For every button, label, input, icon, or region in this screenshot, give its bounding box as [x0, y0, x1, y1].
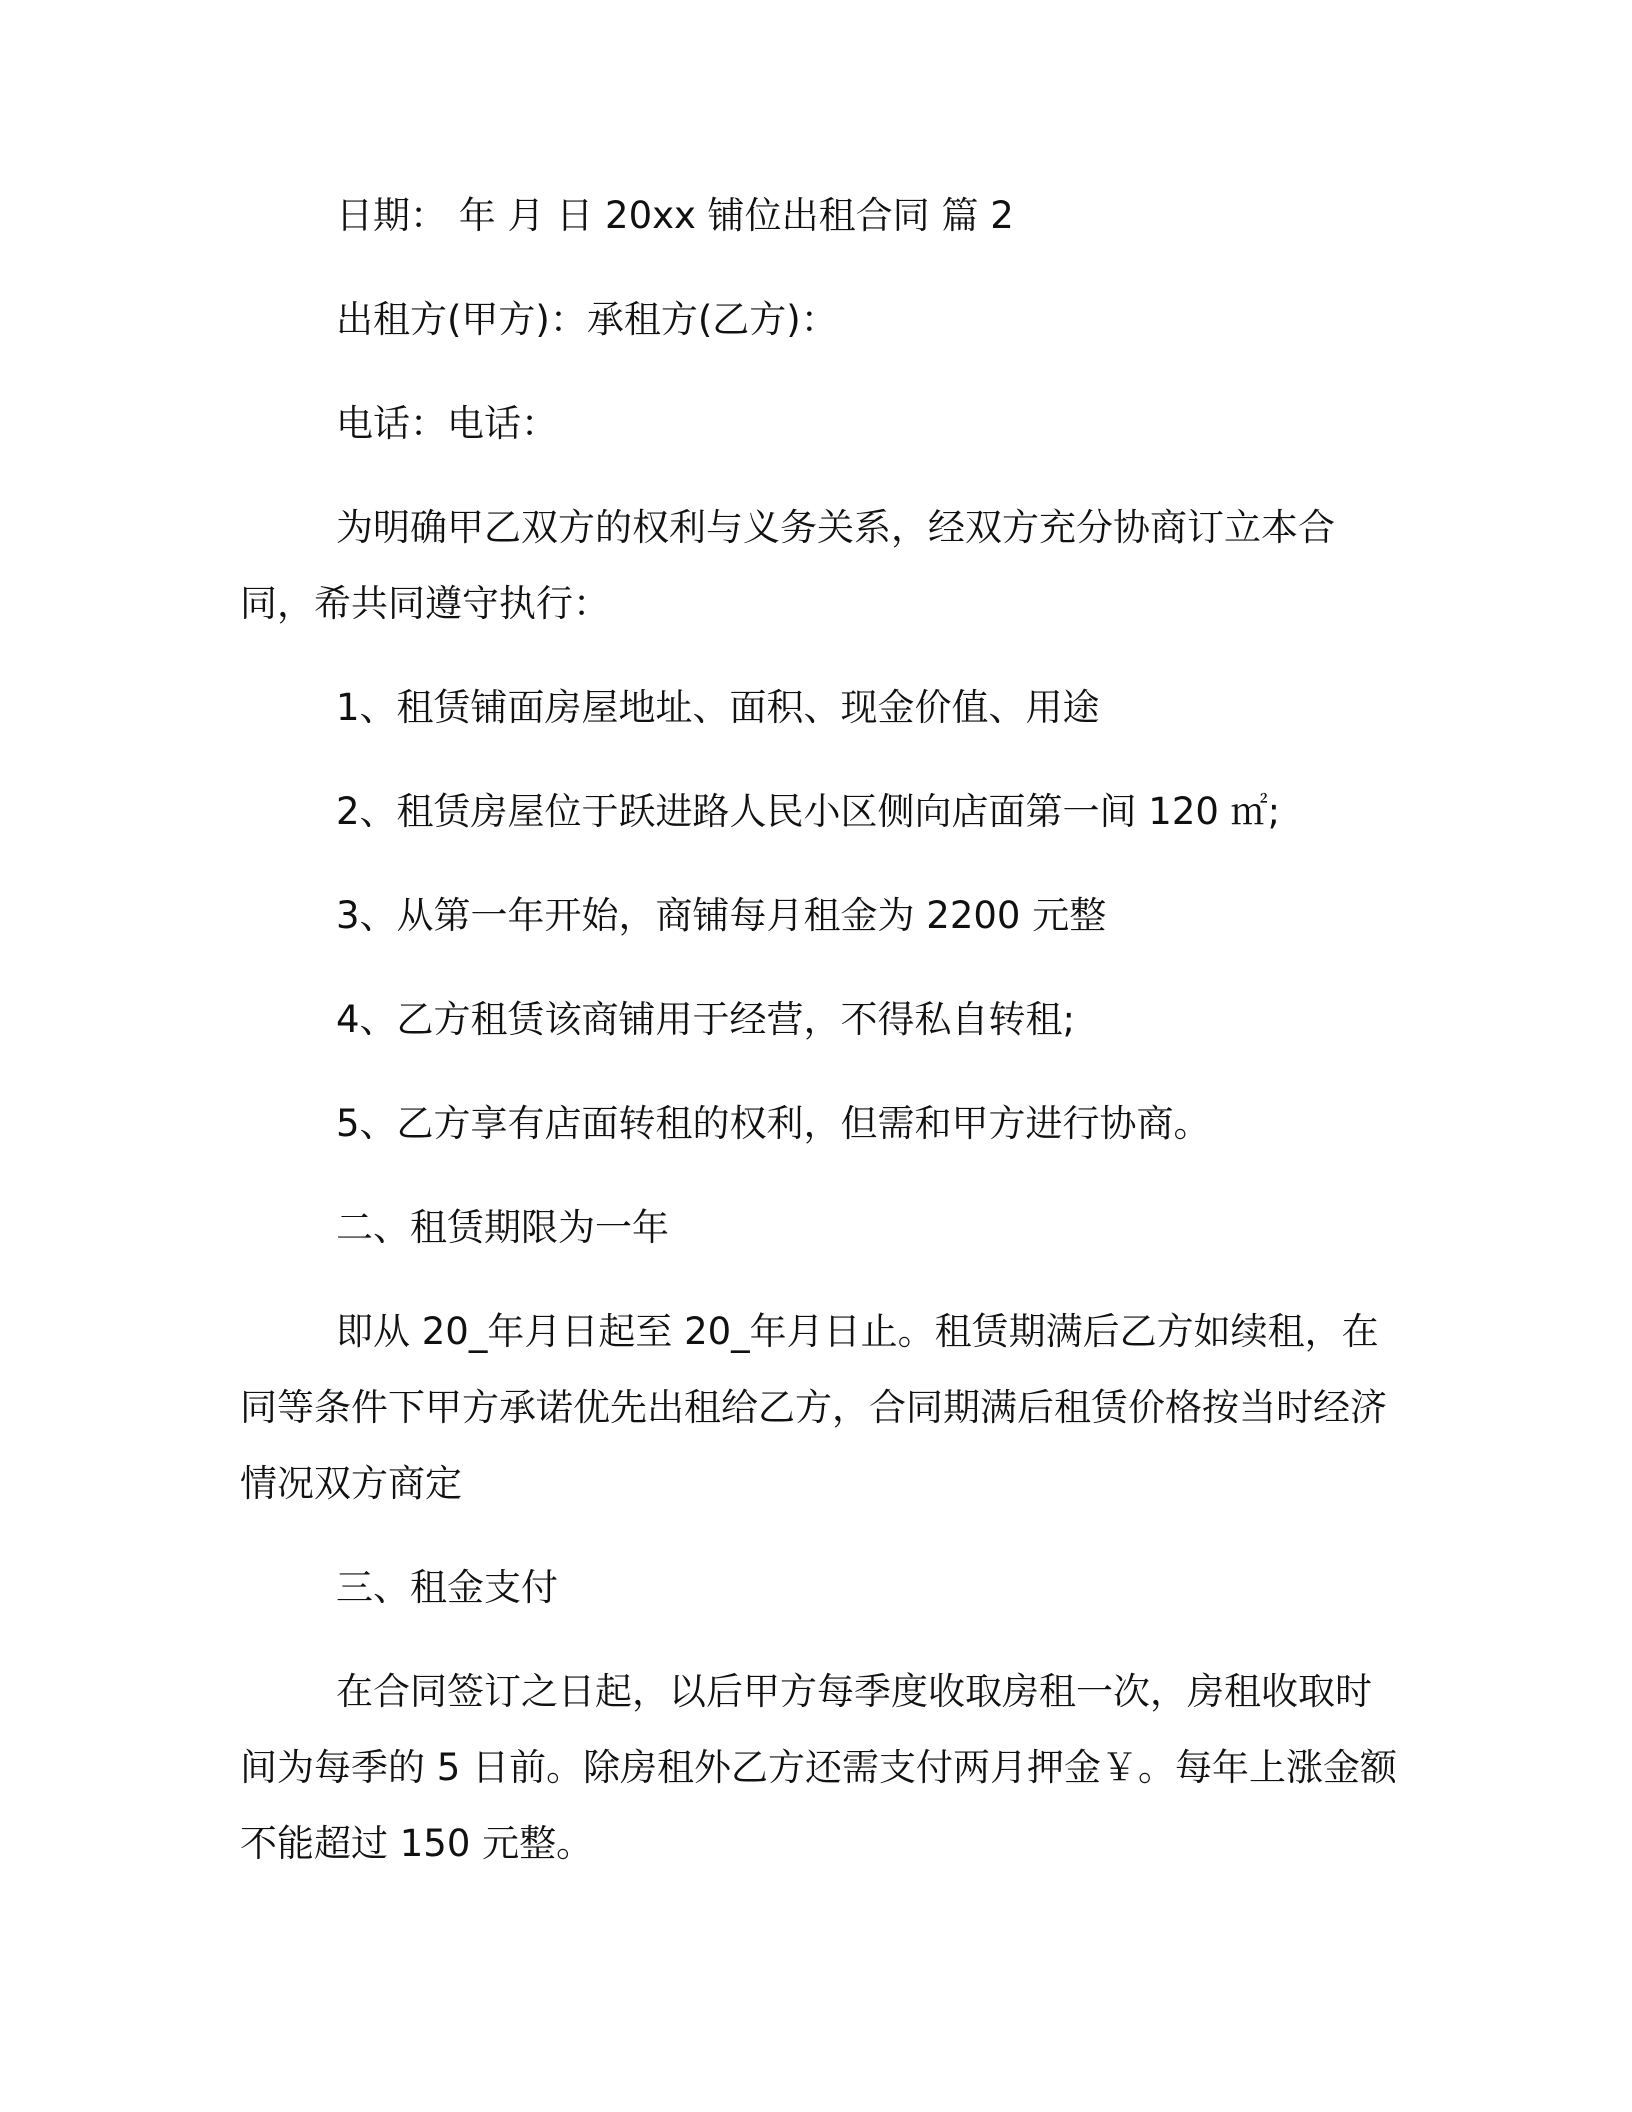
lease-term-paragraph: 即从 20_年月日起至 20_年月日止。租赁期满后乙方如续租，在同等条件下甲方承诺优先出租给乙方，合同期满后租赁价格按当时经济情况双方商定	[240, 1310, 1387, 1505]
clause-3: 3、从第一年开始，商铺每月租金为 2200 元整	[336, 894, 1107, 937]
clause-4: 4、乙方租赁该商铺用于经营，不得私自转租;	[336, 998, 1076, 1041]
phone-line: 电话：电话：	[336, 402, 558, 445]
date-title-line: 日期： 年 月 日 20xx 铺位出租合同 篇 2	[336, 194, 1014, 237]
document-body	[240, 178, 1400, 1910]
section-rent-payment-heading: 三、租金支付	[336, 1566, 558, 1609]
clause-5: 5、乙方享有店面转租的权利，但需和甲方进行协商。	[336, 1102, 1211, 1145]
preamble-paragraph: 为明确甲乙双方的权利与义务关系，经双方充分协商订立本合同，希共同遵守执行：	[240, 506, 1335, 625]
clause-2: 2、租赁房屋位于跃进路人民小区侧向店面第一间 120 ㎡;	[336, 790, 1281, 833]
rent-payment-paragraph: 在合同签订之日起，以后甲方每季度收取房租一次，房租收取时间为每季的 5 日前。除房租外乙方还需支付两月押金￥。每年上涨金额不能超过 150 元整。	[240, 1670, 1398, 1865]
section-lease-term-heading: 二、租赁期限为一年	[336, 1206, 669, 1249]
clause-1: 1、租赁铺面房屋地址、面积、现金价值、用途	[336, 686, 1100, 729]
parties-line: 出租方(甲方)：承租方(乙方)：	[336, 298, 838, 341]
